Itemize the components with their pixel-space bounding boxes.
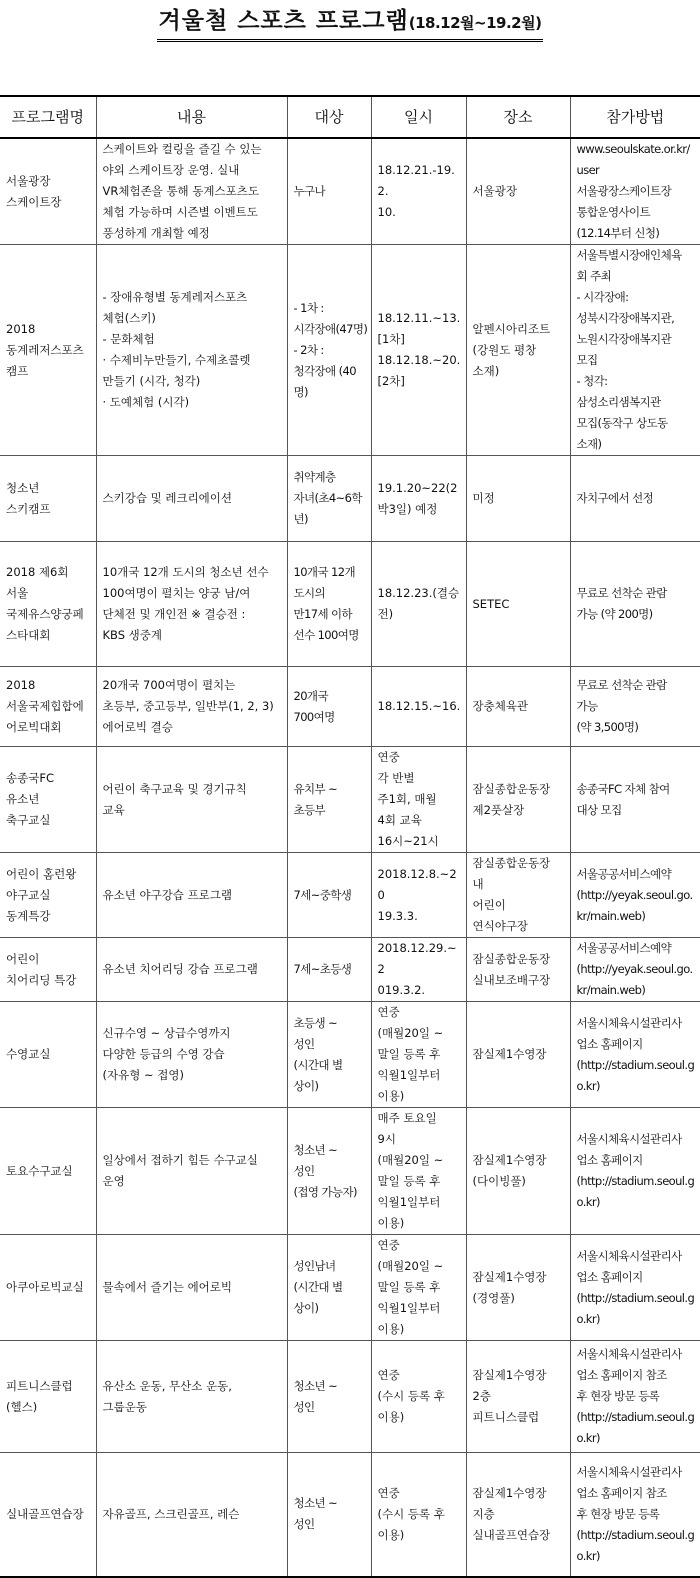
header-row [0, 96, 700, 138]
cell-target: 성인남녀 (시간대 별 상이) [287, 1235, 371, 1341]
cell-place: 미정 [466, 456, 570, 542]
cell-content: 유산소 운동, 무산소 운동, 그룹운동 [96, 1341, 287, 1453]
cell-content: 유소년 치어리딩 강습 프로그램 [96, 938, 287, 1002]
cell-program: 아쿠아로빅교실 [0, 1235, 96, 1341]
cell-target: - 1차 : 시각장애(47명) - 2차 : 청각장애 (40명) [287, 245, 371, 456]
cell-program: 2018 서울국제힙합에 어로빅대회 [0, 667, 96, 747]
cell-content: 물속에서 즐기는 에어로빅 [96, 1235, 287, 1341]
cell-content: 자유골프, 스크린골프, 레슨 [96, 1453, 287, 1577]
cell-place: 잠실종합운동장 제2풋살장 [466, 747, 570, 853]
cell-datetime: 매주 토요일 9시 (매월20일 ~ 말일 등록 후 익월1일부터 이용) [371, 1108, 466, 1235]
cell-datetime: 연중 각 반별 주1회, 매월 4회 교육 16시~21시 [371, 747, 466, 853]
cell-place: SETEC [466, 542, 570, 667]
cell-datetime: 연중 (수시 등록 후 이용) [371, 1453, 466, 1577]
cell-datetime: 18.12.21.-19.2. 10. [371, 138, 466, 245]
cell-method: 서울공공서비스예약 (http://yeyak.seoul.go. kr/main.web) [570, 938, 700, 1002]
cell-datetime: 18.12.23.(결승 전) [371, 542, 466, 667]
cell-program: 피트니스클럽 (헬스) [0, 1341, 96, 1453]
cell-target: 7세~중학생 [287, 853, 371, 938]
cell-program: 실내골프연습장 [0, 1453, 96, 1577]
cell-place: 알펜시아리조트 (강원도 평창 소재) [466, 245, 570, 456]
cell-place: 장충체육관 [466, 667, 570, 747]
cell-place: 잠실제1수영장 2층 피트니스클럽 [466, 1341, 570, 1453]
cell-target: 취약계층 자녀(초4~6학년) [287, 456, 371, 542]
cell-datetime: 연중 (수시 등록 후 이용) [371, 1341, 466, 1453]
cell-target: 7세~초등생 [287, 938, 371, 1002]
cell-content: 스키강습 및 레크리에이션 [96, 456, 287, 542]
header-method: 참가방법 [570, 96, 700, 138]
cell-place: 잠실제1수영장 (다이빙풀) [466, 1108, 570, 1235]
cell-method: 서울시체육시설관리사 업소 홈페이지 (http://stadium.seoul.g o.kr) [570, 1235, 700, 1341]
table-row [0, 1108, 700, 1235]
cell-content: 20개국 700여명이 펼치는 초등부, 중고등부, 일반부(1, 2, 3) 에어로빅 결승 [96, 667, 287, 747]
cell-datetime: 19.1.20~22(2 박3일) 예정 [371, 456, 466, 542]
cell-target: 청소년 ~ 성인 [287, 1341, 371, 1453]
cell-place: 잠실제1수영장 지층 실내골프연습장 [466, 1453, 570, 1577]
cell-target: 20개국 700여명 [287, 667, 371, 747]
cell-target: 초등생 ~ 성인 (시간대 별 상이) [287, 1002, 371, 1108]
cell-content: 일상에서 접하기 힘든 수구교실 운영 [96, 1108, 287, 1235]
table-row [0, 138, 700, 245]
cell-content: 스케이트와 컬링을 즐길 수 있는 야외 스케이트장 운영. 실내 VR체험존을 통해 동계스포츠도 체험 가능하며 시즌별 이벤트도 풍성하게 개최할 예정 [96, 138, 287, 245]
cell-place: 서울광장 [466, 138, 570, 245]
cell-datetime: 2018.12.29.~2 019.3.2. [371, 938, 466, 1002]
title-period: (18.12월~19.2월) [408, 14, 542, 32]
cell-method: 송종국FC 자체 참여 대상 모집 [570, 747, 700, 853]
cell-program: 청소년 스키캠프 [0, 456, 96, 542]
cell-target: 10개국 12개 도시의 만17세 이하 선수 100여명 [287, 542, 371, 667]
cell-method: 서울시체육시설관리사 업소 홈페이지 (http://stadium.seoul.g o.kr) [570, 1108, 700, 1235]
header-target: 대상 [287, 96, 371, 138]
cell-program: 2018 제6회 서울 국제유스양궁페 스타대회 [0, 542, 96, 667]
table-row [0, 1002, 700, 1108]
cell-method: 자치구에서 선정 [570, 456, 700, 542]
header-content: 내용 [96, 96, 287, 138]
cell-datetime: 연중 (매월20일 ~ 말일 등록 후 익월1일부터 이용) [371, 1235, 466, 1341]
table-row [0, 245, 700, 456]
cell-method: 서울시체육시설관리사 업소 홈페이지 (http://stadium.seoul.g o.kr) [570, 1002, 700, 1108]
cell-target: 누구나 [287, 138, 371, 245]
header-program: 프로그램명 [0, 96, 96, 138]
cell-method: www.seoulskate.or.kr/ user 서울광장스케이트장 통합운영사이트 (12.14부터 신청) [570, 138, 700, 245]
table-row [0, 456, 700, 542]
cell-place: 잠실종합운동장 내 어린이 연식야구장 [466, 853, 570, 938]
title-main: 겨울철 스포츠 프로그램 [158, 8, 409, 34]
table-row [0, 938, 700, 1002]
cell-content: 어린이 축구교육 및 경기규칙 교육 [96, 747, 287, 853]
cell-program: 어린이 홈런왕 야구교실 동계특강 [0, 853, 96, 938]
cell-content: 10개국 12개 도시의 청소년 선수 100여명이 펼치는 양궁 남/여 단체전 및 개인전 ※ 결승전 : KBS 생중계 [96, 542, 287, 667]
cell-method: 서울시체육시설관리사 업소 홈페이지 참조 후 현장 방문 등록 (http://stadium.seoul.g o.kr) [570, 1341, 700, 1453]
table-row [0, 1235, 700, 1341]
cell-program: 2018 동계레저스포츠 캠프 [0, 245, 96, 456]
cell-datetime: 연중 (매월20일 ~ 말일 등록 후 익월1일부터 이용) [371, 1002, 466, 1108]
cell-program: 토요수구교실 [0, 1108, 96, 1235]
cell-program: 수영교실 [0, 1002, 96, 1108]
cell-target: 청소년 ~ 성인 [287, 1453, 371, 1577]
cell-datetime: 18.12.11.~13. [1차] 18.12.18.~20. [2차] [371, 245, 466, 456]
cell-method: 무료로 선착순 관람 가능 (약 200명) [570, 542, 700, 667]
cell-target: 유치부 ~ 초등부 [287, 747, 371, 853]
table-row [0, 1453, 700, 1577]
table-row [0, 542, 700, 667]
table-row [0, 853, 700, 938]
cell-place: 잠실제1수영장 (경영풀) [466, 1235, 570, 1341]
cell-method: 무료로 선착순 관람 가능 (약 3,500명) [570, 667, 700, 747]
title-block [0, 6, 700, 42]
cell-content: 유소년 야구강습 프로그램 [96, 853, 287, 938]
cell-method: 서울시체육시설관리사 업소 홈페이지 참조 후 현장 방문 등록 (http://stadium.seoul.g o.kr) [570, 1453, 700, 1577]
cell-program: 송종국FC 유소년 축구교실 [0, 747, 96, 853]
cell-content: 신규수영 ~ 상급수영까지 다양한 등급의 수영 강습 (자유형 ~ 접영) [96, 1002, 287, 1108]
program-table [0, 95, 700, 1578]
cell-place: 잠실종합운동장 실내보조배구장 [466, 938, 570, 1002]
table-row [0, 667, 700, 747]
cell-content: - 장애유형별 동계레저스포츠 체험(스키) - 문화체험 · 수제비누만들기, 수제초콜렛 만들기 (시각, 청각) · 도예체험 (시각) [96, 245, 287, 456]
table-row [0, 1341, 700, 1453]
table-row [0, 747, 700, 853]
header-datetime: 일시 [371, 96, 466, 138]
cell-datetime: 2018.12.8.~20 19.3.3. [371, 853, 466, 938]
cell-program: 서울광장 스케이트장 [0, 138, 96, 245]
cell-place: 잠실제1수영장 [466, 1002, 570, 1108]
cell-datetime: 18.12.15.~16. [371, 667, 466, 747]
cell-method: 서울특별시장애인체육 회 주최 - 시각장애: 성북시각장애복지관, 노원시각장애복지관 모집 - 청각: 삼성소리샘복지관 모집(동작구 상도동 소재) [570, 245, 700, 456]
header-place: 장소 [466, 96, 570, 138]
cell-method: 서울공공서비스예약 (http://yeyak.seoul.go. kr/main.web) [570, 853, 700, 938]
cell-program: 어린이 치어리딩 특강 [0, 938, 96, 1002]
cell-target: 청소년 ~ 성인 (접영 가능자) [287, 1108, 371, 1235]
page-title [157, 6, 544, 42]
